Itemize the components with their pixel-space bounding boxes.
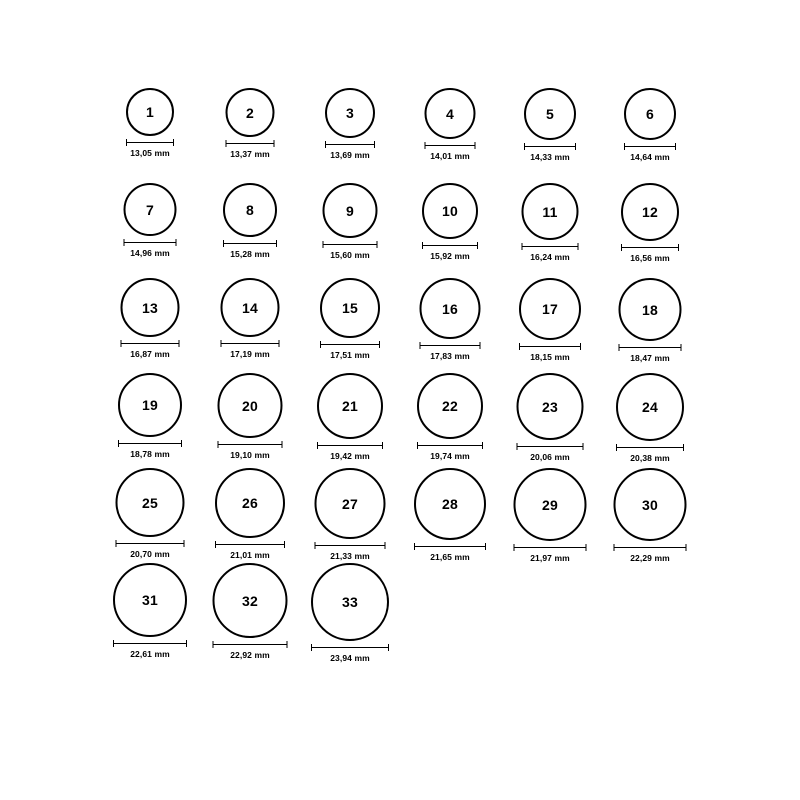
measure-tick-left bbox=[317, 442, 318, 449]
measure-tick-right bbox=[385, 542, 386, 549]
measure-tick-left bbox=[215, 541, 216, 548]
ring-size-item bbox=[422, 183, 478, 261]
measure-tick-right bbox=[276, 240, 277, 247]
ring-size-item bbox=[619, 278, 682, 363]
ring-size-number: 27 bbox=[342, 495, 358, 512]
ring-circle bbox=[218, 373, 283, 438]
measure-tick-left bbox=[614, 544, 615, 551]
ring-size-cell bbox=[300, 563, 400, 663]
measure-tick-left bbox=[422, 242, 423, 249]
ring-circle bbox=[223, 183, 277, 237]
diameter-measure-line bbox=[226, 140, 275, 147]
ring-size-number: 10 bbox=[442, 203, 458, 219]
measure-tick-right bbox=[578, 243, 579, 250]
diameter-measure-line bbox=[422, 242, 478, 249]
ring-size-item bbox=[126, 88, 174, 158]
ring-circle bbox=[315, 468, 386, 539]
ring-circle bbox=[517, 373, 584, 440]
measure-bar bbox=[614, 547, 687, 548]
diameter-label: 18,78 mm bbox=[130, 449, 170, 459]
diameter-measure-line bbox=[124, 239, 177, 246]
ring-size-cell bbox=[300, 88, 400, 183]
ring-size-item bbox=[420, 278, 481, 361]
ring-circle bbox=[425, 88, 476, 139]
ring-size-number: 21 bbox=[342, 398, 358, 414]
ring-size-number: 33 bbox=[342, 594, 358, 610]
measure-bar bbox=[124, 242, 177, 243]
ring-size-cell bbox=[500, 278, 600, 373]
diameter-label: 21,01 mm bbox=[230, 550, 270, 560]
ring-size-item bbox=[118, 373, 182, 459]
measure-tick-left bbox=[311, 644, 312, 651]
measure-tick-left bbox=[226, 140, 227, 147]
ring-size-cell bbox=[300, 278, 400, 373]
measure-tick-left bbox=[522, 243, 523, 250]
measure-tick-left bbox=[223, 240, 224, 247]
measure-tick-right bbox=[186, 640, 187, 647]
measure-bar bbox=[616, 447, 684, 448]
measure-bar bbox=[226, 143, 275, 144]
diameter-label: 13,69 mm bbox=[330, 150, 370, 160]
diameter-label: 23,94 mm bbox=[330, 653, 370, 663]
ring-size-item bbox=[517, 373, 584, 462]
ring-circle bbox=[116, 468, 185, 537]
diameter-measure-line bbox=[519, 343, 581, 350]
ring-circle bbox=[422, 183, 478, 239]
measure-bar bbox=[519, 346, 581, 347]
diameter-measure-line bbox=[113, 640, 187, 647]
measure-bar bbox=[221, 343, 280, 344]
ring-circle bbox=[519, 278, 581, 340]
measure-bar bbox=[325, 144, 375, 145]
ring-size-item bbox=[113, 563, 187, 659]
ring-size-number: 17 bbox=[542, 301, 558, 317]
ring-size-number: 15 bbox=[342, 300, 358, 316]
diameter-measure-line bbox=[614, 544, 687, 551]
ring-size-number: 14 bbox=[242, 299, 258, 316]
measure-tick-left bbox=[621, 244, 622, 251]
measure-tick-left bbox=[420, 342, 421, 349]
measure-tick-left bbox=[213, 641, 214, 648]
ring-size-number: 16 bbox=[442, 300, 458, 317]
ring-size-cell bbox=[100, 563, 200, 658]
ring-circle bbox=[320, 278, 380, 338]
ring-size-number: 23 bbox=[542, 398, 558, 415]
ring-circle bbox=[113, 563, 187, 637]
ring-size-number: 11 bbox=[542, 203, 558, 220]
diameter-measure-line bbox=[213, 641, 288, 648]
ring-size-cell bbox=[400, 278, 500, 373]
ring-size-number: 6 bbox=[646, 106, 654, 122]
measure-tick-right bbox=[279, 340, 280, 347]
measure-bar bbox=[422, 245, 478, 246]
diameter-measure-line bbox=[616, 444, 684, 451]
ring-size-cell bbox=[200, 183, 300, 278]
ring-size-cell bbox=[600, 373, 700, 468]
measure-tick-left bbox=[425, 142, 426, 149]
diameter-measure-line bbox=[619, 344, 682, 351]
ring-size-cell bbox=[100, 468, 200, 563]
measure-tick-left bbox=[121, 340, 122, 347]
ring-size-item bbox=[315, 468, 386, 561]
ring-size-number: 30 bbox=[642, 496, 658, 513]
measure-bar bbox=[223, 243, 277, 244]
measure-tick-left bbox=[519, 343, 520, 350]
diameter-label: 20,38 mm bbox=[630, 453, 670, 463]
ring-size-cell bbox=[100, 373, 200, 468]
measure-tick-left bbox=[616, 444, 617, 451]
ring-circle bbox=[619, 278, 682, 341]
ring-size-number: 12 bbox=[642, 204, 658, 220]
measure-bar bbox=[514, 547, 587, 548]
measure-tick-right bbox=[282, 441, 283, 448]
diameter-measure-line bbox=[121, 340, 180, 347]
measure-tick-right bbox=[379, 341, 380, 348]
ring-size-item bbox=[323, 183, 378, 260]
ring-circle bbox=[221, 278, 280, 337]
ring-size-item bbox=[524, 88, 576, 162]
measure-bar bbox=[126, 142, 174, 143]
ring-size-number: 29 bbox=[542, 496, 558, 513]
measure-tick-right bbox=[678, 244, 679, 251]
diameter-label: 21,65 mm bbox=[430, 552, 470, 562]
ring-circle bbox=[323, 183, 378, 238]
measure-tick-right bbox=[382, 442, 383, 449]
ring-size-cell bbox=[200, 373, 300, 468]
ring-size-item bbox=[215, 468, 285, 560]
measure-tick-left bbox=[124, 239, 125, 246]
diameter-measure-line bbox=[621, 244, 679, 251]
diameter-measure-line bbox=[420, 342, 481, 349]
ring-size-item bbox=[320, 278, 380, 360]
ring-size-number: 18 bbox=[642, 301, 658, 318]
ring-circle bbox=[420, 278, 481, 339]
ring-size-item bbox=[624, 88, 676, 162]
measure-bar bbox=[215, 544, 285, 545]
diameter-label: 20,06 mm bbox=[530, 452, 570, 462]
ring-size-number: 3 bbox=[346, 105, 354, 121]
diameter-measure-line bbox=[624, 143, 676, 150]
diameter-measure-line bbox=[221, 340, 280, 347]
ring-size-grid bbox=[100, 88, 700, 663]
ring-size-item bbox=[213, 563, 288, 660]
diameter-label: 22,92 mm bbox=[230, 650, 270, 660]
ring-size-item bbox=[226, 88, 275, 159]
ring-size-cell bbox=[200, 468, 300, 563]
ring-size-cell bbox=[600, 278, 700, 373]
ring-circle bbox=[118, 373, 182, 437]
ring-size-number: 2 bbox=[246, 104, 254, 121]
diameter-label: 15,92 mm bbox=[430, 251, 470, 261]
ring-size-item bbox=[223, 183, 277, 259]
diameter-measure-line bbox=[325, 141, 375, 148]
ring-size-cell bbox=[200, 278, 300, 373]
measure-tick-left bbox=[619, 344, 620, 351]
diameter-label: 16,87 mm bbox=[130, 349, 170, 359]
ring-size-number: 28 bbox=[442, 496, 458, 512]
measure-bar bbox=[116, 543, 185, 544]
measure-tick-right bbox=[583, 443, 584, 450]
diameter-label: 17,83 mm bbox=[430, 351, 470, 361]
diameter-measure-line bbox=[218, 441, 283, 448]
diameter-label: 14,33 mm bbox=[530, 152, 570, 162]
ring-size-cell bbox=[100, 183, 200, 278]
ring-size-item bbox=[124, 183, 177, 258]
measure-tick-right bbox=[675, 143, 676, 150]
ring-size-number: 32 bbox=[242, 592, 258, 609]
diameter-label: 18,15 mm bbox=[530, 352, 570, 362]
measure-bar bbox=[118, 443, 182, 444]
measure-tick-left bbox=[126, 139, 127, 146]
measure-tick-right bbox=[176, 239, 177, 246]
measure-tick-right bbox=[686, 544, 687, 551]
ring-circle bbox=[311, 563, 389, 641]
ring-size-item bbox=[218, 373, 283, 460]
measure-bar bbox=[420, 345, 481, 346]
measure-bar bbox=[414, 546, 486, 547]
ring-size-cell bbox=[600, 468, 700, 563]
measure-tick-right bbox=[475, 142, 476, 149]
ring-circle bbox=[624, 88, 676, 140]
ring-size-cell bbox=[400, 183, 500, 278]
ring-circle bbox=[514, 468, 587, 541]
diameter-label: 19,10 mm bbox=[230, 450, 270, 460]
ring-circle bbox=[417, 373, 483, 439]
diameter-label: 13,05 mm bbox=[130, 148, 170, 158]
diameter-label: 14,01 mm bbox=[430, 151, 470, 161]
ring-circle bbox=[317, 373, 383, 439]
measure-bar bbox=[517, 446, 584, 447]
ring-circle bbox=[522, 183, 579, 240]
ring-size-item bbox=[522, 183, 579, 262]
measure-bar bbox=[619, 347, 682, 348]
ring-size-cell bbox=[400, 468, 500, 563]
diameter-measure-line bbox=[320, 341, 380, 348]
measure-tick-right bbox=[477, 242, 478, 249]
measure-tick-right bbox=[274, 140, 275, 147]
measure-tick-left bbox=[113, 640, 114, 647]
diameter-label: 15,28 mm bbox=[230, 249, 270, 259]
measure-tick-right bbox=[287, 641, 288, 648]
ring-circle bbox=[616, 373, 684, 441]
measure-tick-left bbox=[323, 241, 324, 248]
measure-bar bbox=[320, 344, 380, 345]
ring-size-item bbox=[116, 468, 185, 559]
measure-tick-left bbox=[315, 542, 316, 549]
ring-size-number: 7 bbox=[146, 201, 154, 218]
diameter-measure-line bbox=[323, 241, 378, 248]
diameter-measure-line bbox=[223, 240, 277, 247]
ring-size-number: 24 bbox=[642, 399, 658, 415]
measure-bar bbox=[317, 445, 383, 446]
ring-circle bbox=[226, 88, 275, 137]
ring-circle bbox=[614, 468, 687, 541]
ring-size-item bbox=[614, 468, 687, 563]
ring-size-cell bbox=[100, 88, 200, 183]
measure-bar bbox=[113, 643, 187, 644]
ring-circle bbox=[121, 278, 180, 337]
measure-tick-right bbox=[284, 541, 285, 548]
ring-size-number: 26 bbox=[242, 495, 258, 511]
ring-size-number: 25 bbox=[142, 494, 158, 511]
ring-circle bbox=[325, 88, 375, 138]
measure-tick-right bbox=[173, 139, 174, 146]
measure-tick-right bbox=[179, 340, 180, 347]
ring-size-number: 22 bbox=[442, 398, 458, 414]
ring-size-item bbox=[325, 88, 375, 160]
ring-size-cell bbox=[200, 563, 300, 658]
diameter-label: 18,47 mm bbox=[630, 353, 670, 363]
ring-size-number: 20 bbox=[242, 397, 258, 414]
diameter-measure-line bbox=[517, 443, 584, 450]
measure-tick-left bbox=[116, 540, 117, 547]
measure-tick-right bbox=[683, 444, 684, 451]
ring-size-item bbox=[311, 563, 389, 663]
measure-tick-right bbox=[681, 344, 682, 351]
ring-size-item bbox=[317, 373, 383, 461]
ring-size-number: 13 bbox=[142, 299, 158, 316]
ring-size-item bbox=[417, 373, 483, 461]
ring-size-number: 1 bbox=[146, 104, 154, 120]
diameter-measure-line bbox=[126, 139, 174, 146]
ring-circle bbox=[414, 468, 486, 540]
measure-bar bbox=[121, 343, 180, 344]
measure-tick-left bbox=[325, 141, 326, 148]
ring-circle bbox=[621, 183, 679, 241]
measure-tick-right bbox=[575, 143, 576, 150]
measure-bar bbox=[425, 145, 476, 146]
diameter-measure-line bbox=[118, 440, 182, 447]
measure-bar bbox=[213, 644, 288, 645]
ring-circle bbox=[215, 468, 285, 538]
measure-bar bbox=[524, 146, 576, 147]
ring-size-cell bbox=[500, 468, 600, 563]
diameter-label: 22,29 mm bbox=[630, 553, 670, 563]
ring-size-item bbox=[425, 88, 476, 161]
measure-tick-left bbox=[514, 544, 515, 551]
ring-size-cell bbox=[200, 88, 300, 183]
ring-size-item bbox=[514, 468, 587, 563]
diameter-measure-line bbox=[414, 543, 486, 550]
diameter-label: 14,96 mm bbox=[130, 248, 170, 258]
measure-tick-right bbox=[580, 343, 581, 350]
diameter-label: 13,37 mm bbox=[230, 149, 270, 159]
measure-tick-right bbox=[388, 644, 389, 651]
ring-size-cell bbox=[300, 468, 400, 563]
ring-size-cell bbox=[100, 278, 200, 373]
diameter-measure-line bbox=[311, 644, 389, 651]
diameter-label: 21,97 mm bbox=[530, 553, 570, 563]
ring-size-cell bbox=[500, 183, 600, 278]
ring-size-number: 5 bbox=[546, 106, 554, 122]
ring-size-cell bbox=[300, 373, 400, 468]
measure-tick-left bbox=[414, 543, 415, 550]
ring-size-cell bbox=[500, 88, 600, 183]
measure-bar bbox=[621, 247, 679, 248]
ring-size-item bbox=[621, 183, 679, 263]
measure-bar bbox=[417, 445, 483, 446]
ring-size-number: 8 bbox=[246, 202, 254, 218]
ring-size-number: 31 bbox=[142, 592, 158, 608]
measure-tick-left bbox=[624, 143, 625, 150]
diameter-label: 16,56 mm bbox=[630, 253, 670, 263]
measure-tick-right bbox=[374, 141, 375, 148]
ring-size-cell bbox=[500, 373, 600, 468]
measure-bar bbox=[624, 146, 676, 147]
measure-tick-right bbox=[184, 540, 185, 547]
diameter-label: 17,19 mm bbox=[230, 349, 270, 359]
ring-size-number: 9 bbox=[346, 202, 354, 219]
measure-tick-right bbox=[377, 241, 378, 248]
measure-tick-left bbox=[417, 442, 418, 449]
diameter-label: 17,51 mm bbox=[330, 350, 370, 360]
measure-tick-left bbox=[118, 440, 119, 447]
ring-size-cell bbox=[600, 88, 700, 183]
diameter-label: 16,24 mm bbox=[530, 252, 570, 262]
diameter-label: 20,70 mm bbox=[130, 549, 170, 559]
diameter-measure-line bbox=[522, 243, 579, 250]
diameter-measure-line bbox=[215, 541, 285, 548]
ring-circle bbox=[124, 183, 177, 236]
ring-size-item bbox=[616, 373, 684, 463]
ring-size-item bbox=[519, 278, 581, 362]
ring-circle bbox=[213, 563, 288, 638]
ring-circle bbox=[524, 88, 576, 140]
diameter-measure-line bbox=[116, 540, 185, 547]
measure-tick-right bbox=[586, 544, 587, 551]
measure-tick-left bbox=[517, 443, 518, 450]
measure-bar bbox=[218, 444, 283, 445]
measure-bar bbox=[323, 244, 378, 245]
diameter-label: 15,60 mm bbox=[330, 250, 370, 260]
ring-size-item bbox=[121, 278, 180, 359]
diameter-label: 22,61 mm bbox=[130, 649, 170, 659]
measure-tick-left bbox=[221, 340, 222, 347]
ring-size-number: 19 bbox=[142, 397, 158, 413]
diameter-measure-line bbox=[524, 143, 576, 150]
ring-size-cell bbox=[600, 183, 700, 278]
measure-tick-right bbox=[480, 342, 481, 349]
measure-tick-left bbox=[524, 143, 525, 150]
diameter-label: 21,33 mm bbox=[330, 551, 370, 561]
measure-tick-right bbox=[485, 543, 486, 550]
diameter-label: 19,74 mm bbox=[430, 451, 470, 461]
diameter-measure-line bbox=[317, 442, 383, 449]
ring-size-cell bbox=[400, 373, 500, 468]
measure-tick-right bbox=[181, 440, 182, 447]
measure-bar bbox=[311, 647, 389, 648]
diameter-measure-line bbox=[315, 542, 386, 549]
ring-size-item bbox=[414, 468, 486, 562]
ring-size-cell bbox=[400, 88, 500, 183]
ring-circle bbox=[126, 88, 174, 136]
diameter-measure-line bbox=[425, 142, 476, 149]
diameter-measure-line bbox=[417, 442, 483, 449]
measure-tick-right bbox=[482, 442, 483, 449]
diameter-label: 14,64 mm bbox=[630, 152, 670, 162]
measure-bar bbox=[522, 246, 579, 247]
diameter-measure-line bbox=[514, 544, 587, 551]
ring-size-item bbox=[221, 278, 280, 359]
measure-tick-left bbox=[320, 341, 321, 348]
measure-tick-left bbox=[218, 441, 219, 448]
measure-bar bbox=[315, 545, 386, 546]
ring-size-cell bbox=[300, 183, 400, 278]
diameter-label: 19,42 mm bbox=[330, 451, 370, 461]
ring-size-number: 4 bbox=[446, 105, 454, 122]
